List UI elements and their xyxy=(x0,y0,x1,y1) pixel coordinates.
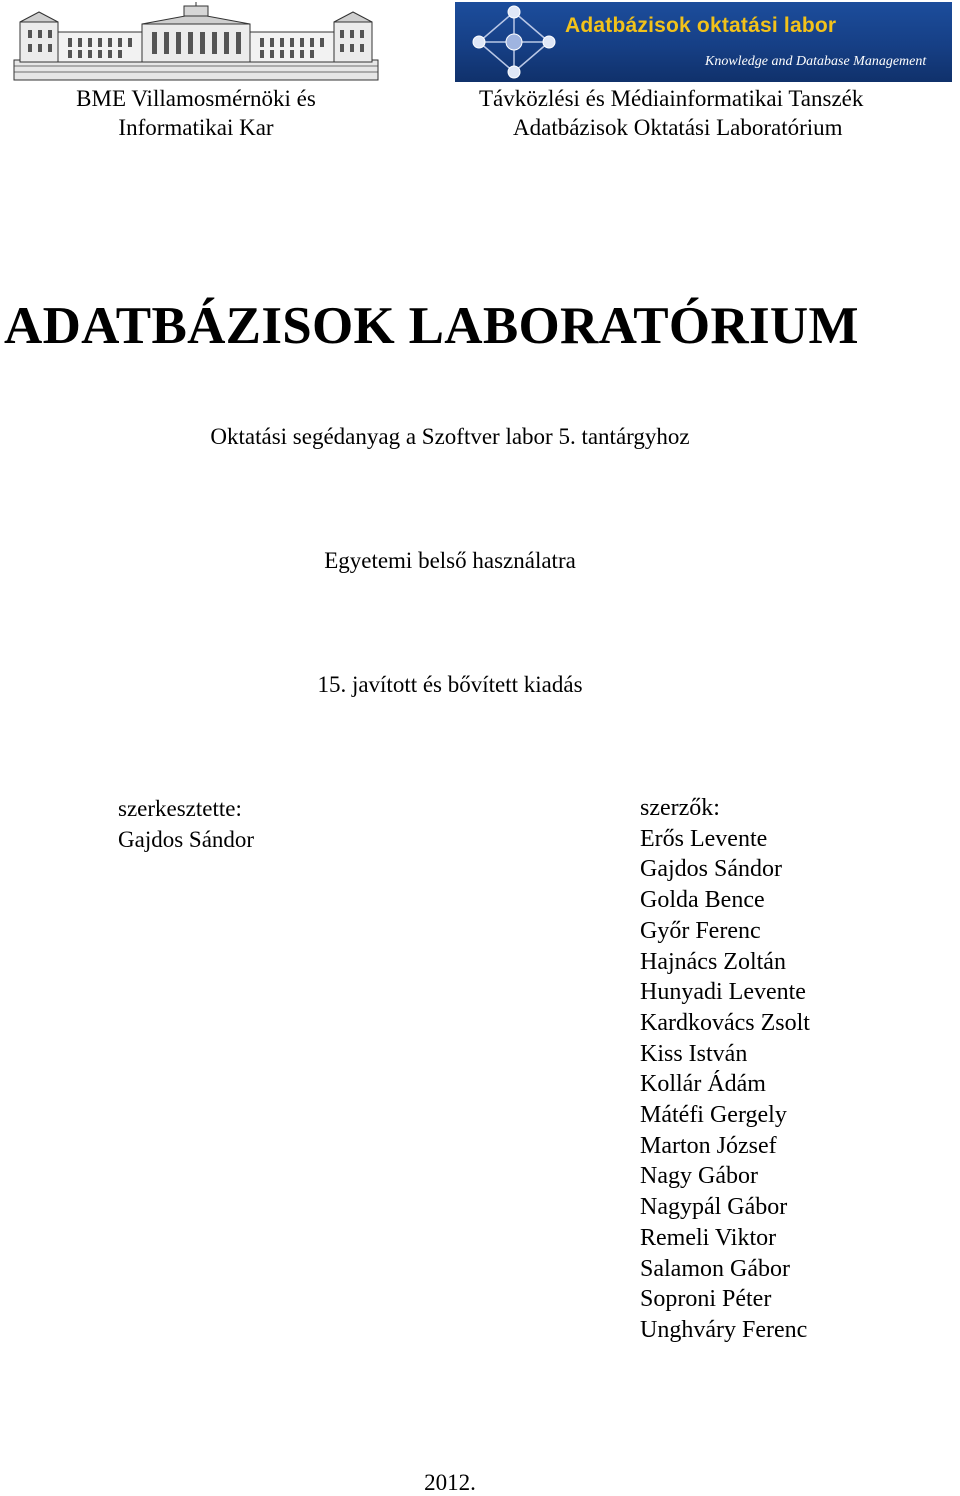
editor-label: szerkesztette: xyxy=(118,796,242,821)
edition-note: 15. javított és bővített kiadás xyxy=(317,672,583,697)
document-title: ADATBÁZISOK LABORATÓRIUM xyxy=(4,297,859,355)
author-name: Soproni Péter xyxy=(640,1286,772,1313)
authors-block xyxy=(640,793,810,1346)
author-name: Nagypál Gábor xyxy=(640,1194,788,1221)
faculty-name xyxy=(12,84,380,142)
author-name: Gajdos Sándor xyxy=(640,856,782,883)
author-name: Salamon Gábor xyxy=(640,1255,790,1282)
author-name: Hajnács Zoltán xyxy=(640,948,786,975)
author-name: Mátéfi Gergely xyxy=(640,1102,787,1129)
publication-year: 2012. xyxy=(424,1470,476,1495)
author-name: Nagy Gábor xyxy=(640,1163,758,1190)
faculty-name-line2: Informatikai Kar xyxy=(118,115,274,140)
department-name xyxy=(455,84,960,142)
editor-block xyxy=(118,793,254,855)
author-name: Hunyadi Levente xyxy=(640,979,806,1006)
department-line1: Távközlési és Médiainformatikai Tanszék xyxy=(479,86,864,111)
document-subtitle: Oktatási segédanyag a Szoftver labor 5. tantárgyhoz xyxy=(210,424,690,449)
authors-label: szerzők: xyxy=(640,795,720,821)
department-line2: Adatbázisok Oktatási Laboratórium xyxy=(513,115,843,140)
author-name: Golda Bence xyxy=(640,887,765,914)
database-network-icon xyxy=(469,4,559,80)
faculty-name-line1: BME Villamosmérnöki és xyxy=(76,86,316,111)
author-name: Kiss István xyxy=(640,1040,748,1067)
author-name: Marton József xyxy=(640,1132,777,1159)
lab-banner-subtitle: Knowledge and Database Management xyxy=(705,54,927,69)
author-name: Kollár Ádám xyxy=(640,1071,766,1098)
usage-note: Egyetemi belső használatra xyxy=(324,548,576,573)
editor-name: Gajdos Sándor xyxy=(118,827,255,852)
author-name: Erős Levente xyxy=(640,825,768,852)
author-name: Unghváry Ferenc xyxy=(640,1316,808,1343)
author-name: Kardkovács Zsolt xyxy=(640,1009,810,1036)
author-name: Győr Ferenc xyxy=(640,917,761,944)
bme-building-logo xyxy=(12,2,380,82)
lab-banner-logo xyxy=(455,2,952,82)
lab-banner-title: Adatbázisok oktatási labor xyxy=(565,14,837,37)
author-name: Remeli Viktor xyxy=(640,1224,777,1251)
